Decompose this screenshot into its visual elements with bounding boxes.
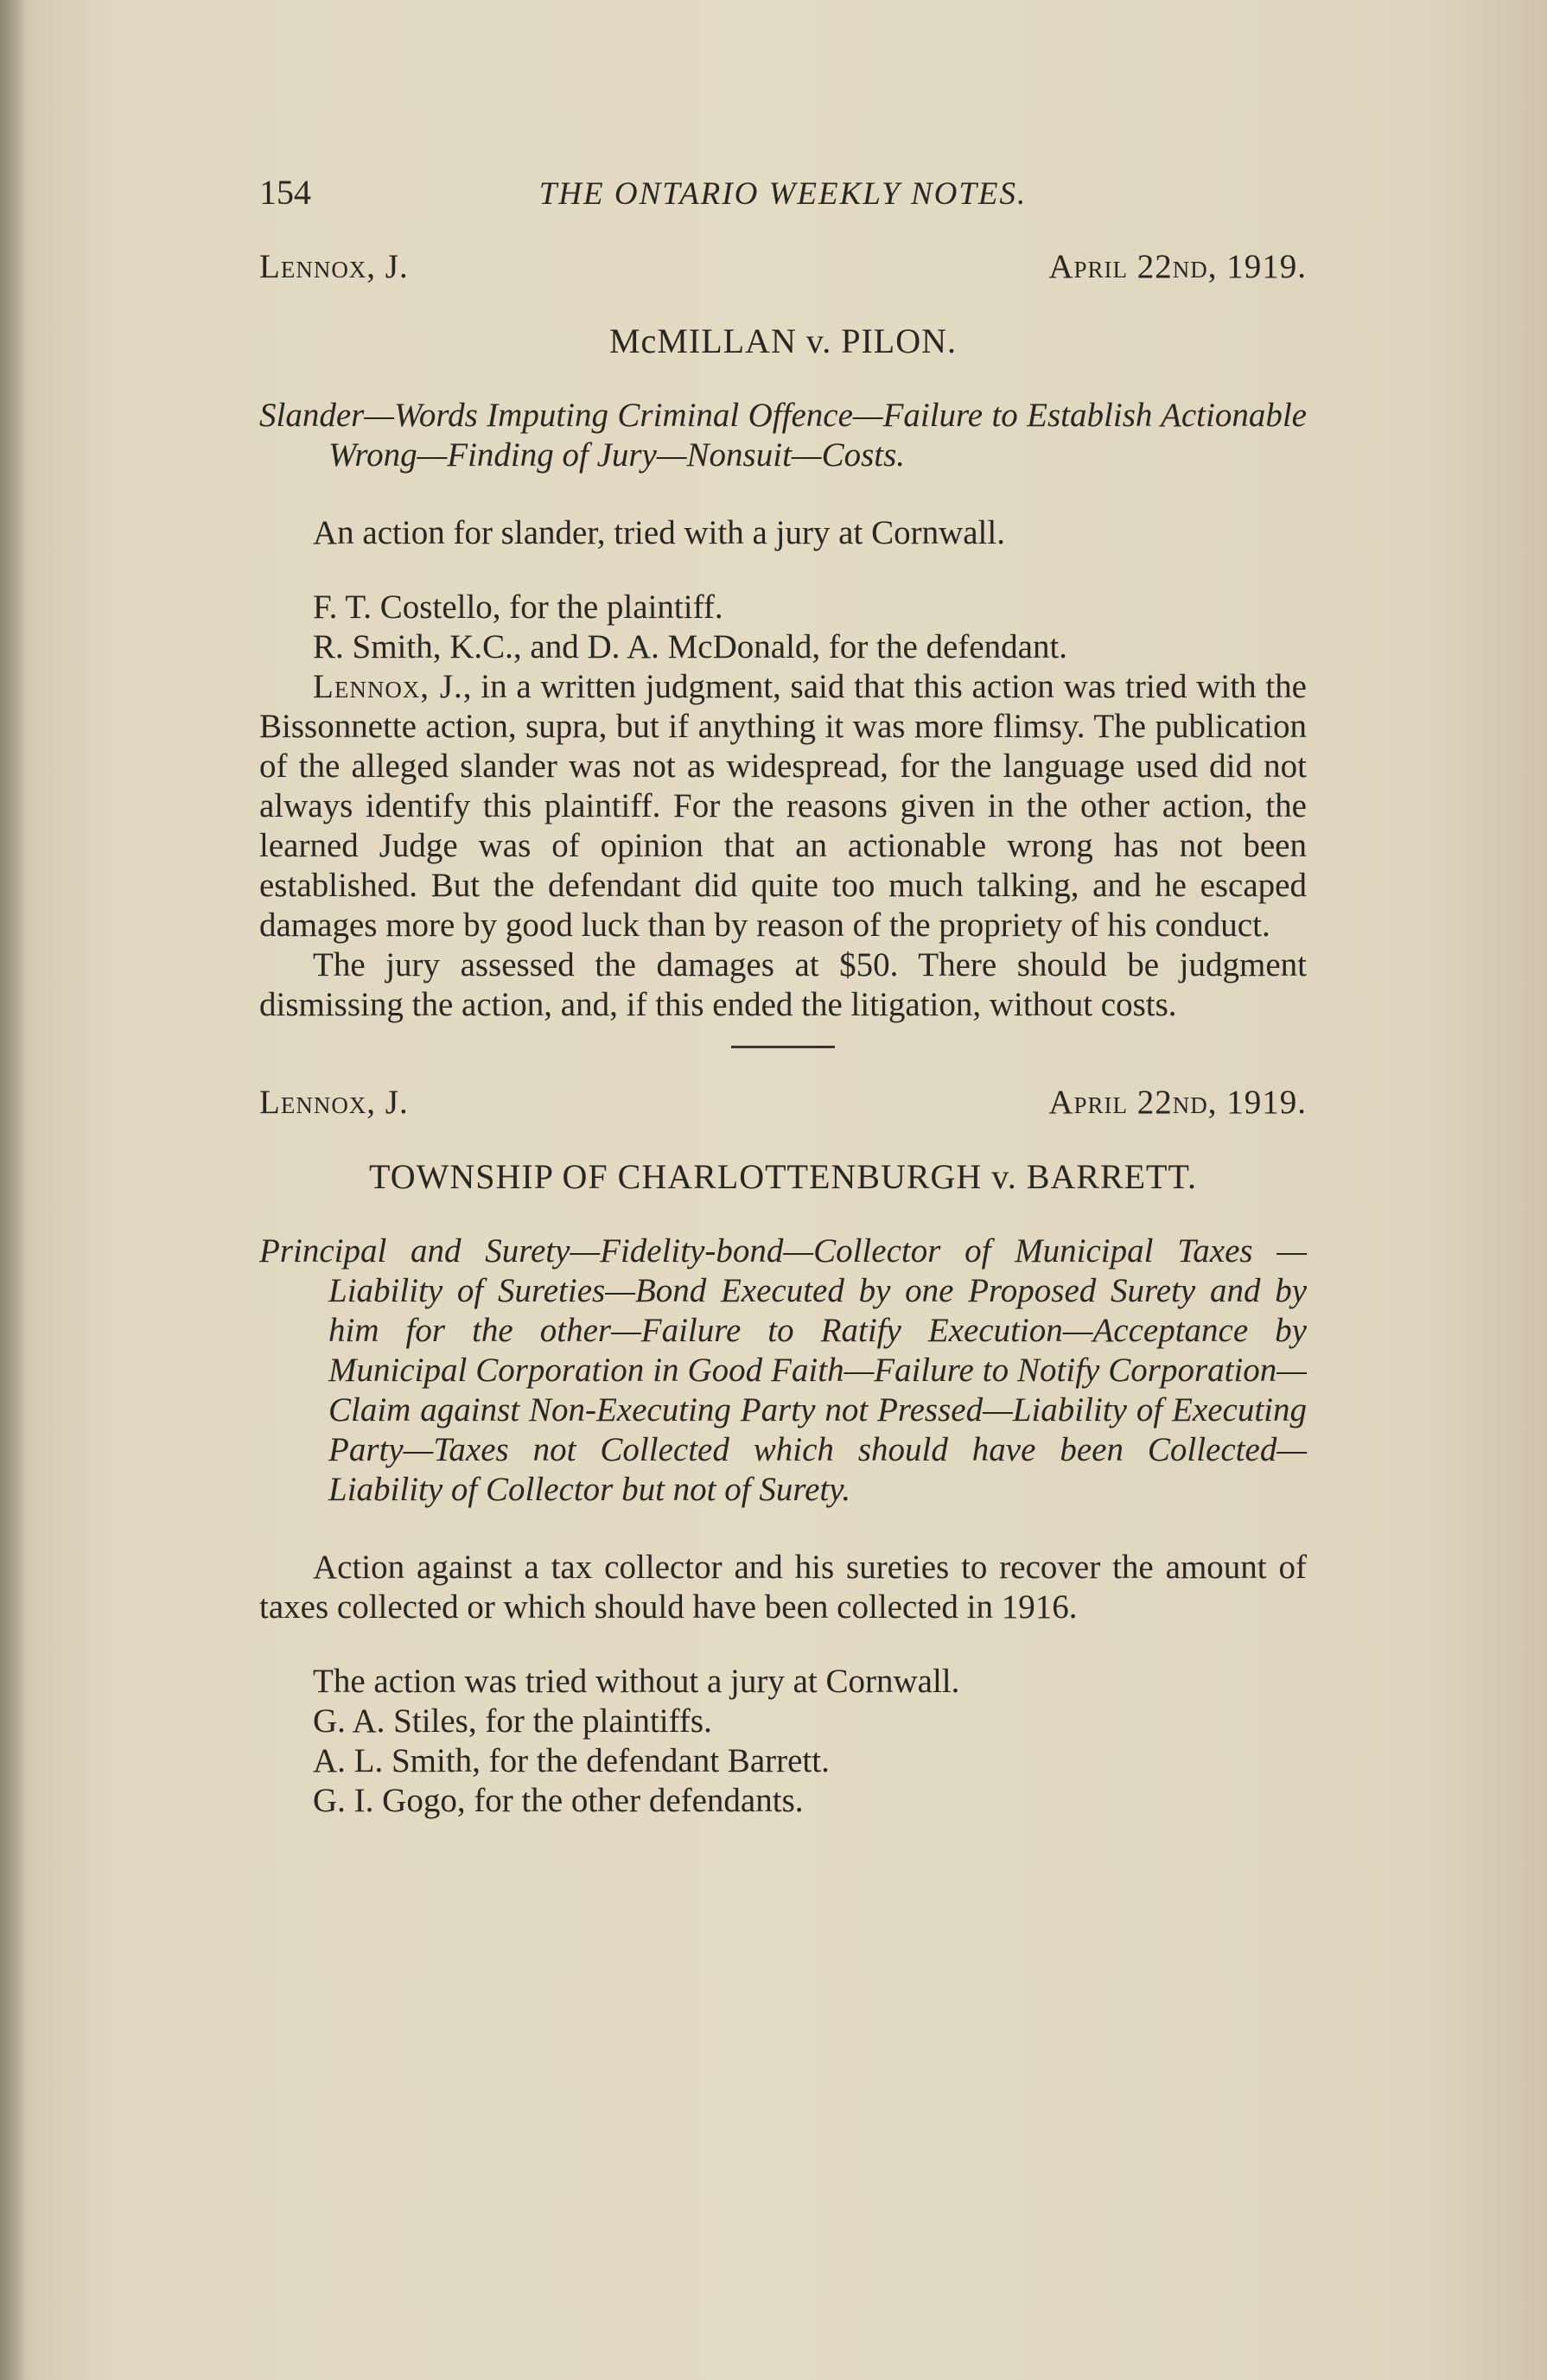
case1-counsel-defendant: R. Smith, K.C., and D. A. McDonald, for the defendant. bbox=[313, 628, 1068, 665]
running-header bbox=[259, 173, 1307, 214]
case1-judgment-text: , in a written judgment, said that this action was tried with the Bissonnette action, supra, but if anything it was more flimsy. The publication of the alleged slander was not as widespread, for the language used did not always identify this plaintiff. For the reasons given in the other action, the learned Judge was of opinion that an actionable wrong has not been established. But the defendant did quite too much talking, and he escaped damages more by good luck than by reason of the propriety of his conduct. bbox=[259, 668, 1307, 944]
case2-counsel-other: G. I. Gogo, for the other defendants. bbox=[313, 1782, 804, 1819]
case1-judgment-paragraph bbox=[259, 667, 1307, 945]
case2-headnote: Principal and Surety—Fidelity-bond—Collector of Municipal Taxes —Liability of Sureties—Bond Executed by one Proposed Surety and by him for the other—Failure to Ratify Execution—Acceptance by Municipal Corporation in Good Faith—Failure to Notify Corporation—Claim against Non-Executing Party not Pressed—Liability of Executing Party—Taxes not Collected which should have been Collected—Liability of Collector but not of Surety. bbox=[259, 1232, 1307, 1508]
case2-judge: Lennox, J. bbox=[259, 1084, 409, 1121]
case1-headnote: Slander—Words Imputing Criminal Offence—Failure to Establish Actionable Wrong—Finding of Jury—Nonsuit—Costs. bbox=[259, 397, 1307, 474]
journal-title: THE ONTARIO WEEKLY NOTES. bbox=[538, 176, 1028, 212]
case1-intro: An action for slander, tried with a jury at Cornwall. bbox=[313, 514, 1005, 551]
case1-judgment-lead: Lennox, J. bbox=[313, 668, 463, 705]
case2-date: April 22nd, 1919. bbox=[1048, 1084, 1307, 1121]
case1-judgment-paragraph-2: The jury assessed the damages at $50. There should be judgment dismissing the action, and, if this ended the litigation, without costs. bbox=[259, 946, 1307, 1023]
case1-dateline bbox=[259, 247, 1307, 287]
case2-title: TOWNSHIP OF CHARLOTTENBURGH v. BARRETT. bbox=[369, 1157, 1197, 1196]
section-divider bbox=[731, 1046, 835, 1048]
case1-judge: Lennox, J. bbox=[259, 248, 409, 285]
case2-counsel-defendant: A. L. Smith, for the defendant Barrett. bbox=[313, 1742, 830, 1779]
case1-date: April 22nd, 1919. bbox=[1048, 248, 1307, 285]
text-column bbox=[259, 173, 1307, 1821]
page-number: 154 bbox=[259, 173, 311, 212]
case2-trial-note: The action was tried without a jury at Cornwall. bbox=[313, 1663, 960, 1700]
case1-counsel-plaintiff: F. T. Costello, for the plaintiff. bbox=[313, 589, 723, 626]
case2-intro: Action against a tax collector and his sureties to recover the amount of taxes collected or which should have been collected in 1916. bbox=[259, 1549, 1307, 1626]
case2-counsel-plaintiffs: G. A. Stiles, for the plaintiffs. bbox=[313, 1702, 712, 1740]
case1-title: McMILLAN v. PILON. bbox=[608, 321, 958, 360]
case2-dateline bbox=[259, 1083, 1307, 1123]
